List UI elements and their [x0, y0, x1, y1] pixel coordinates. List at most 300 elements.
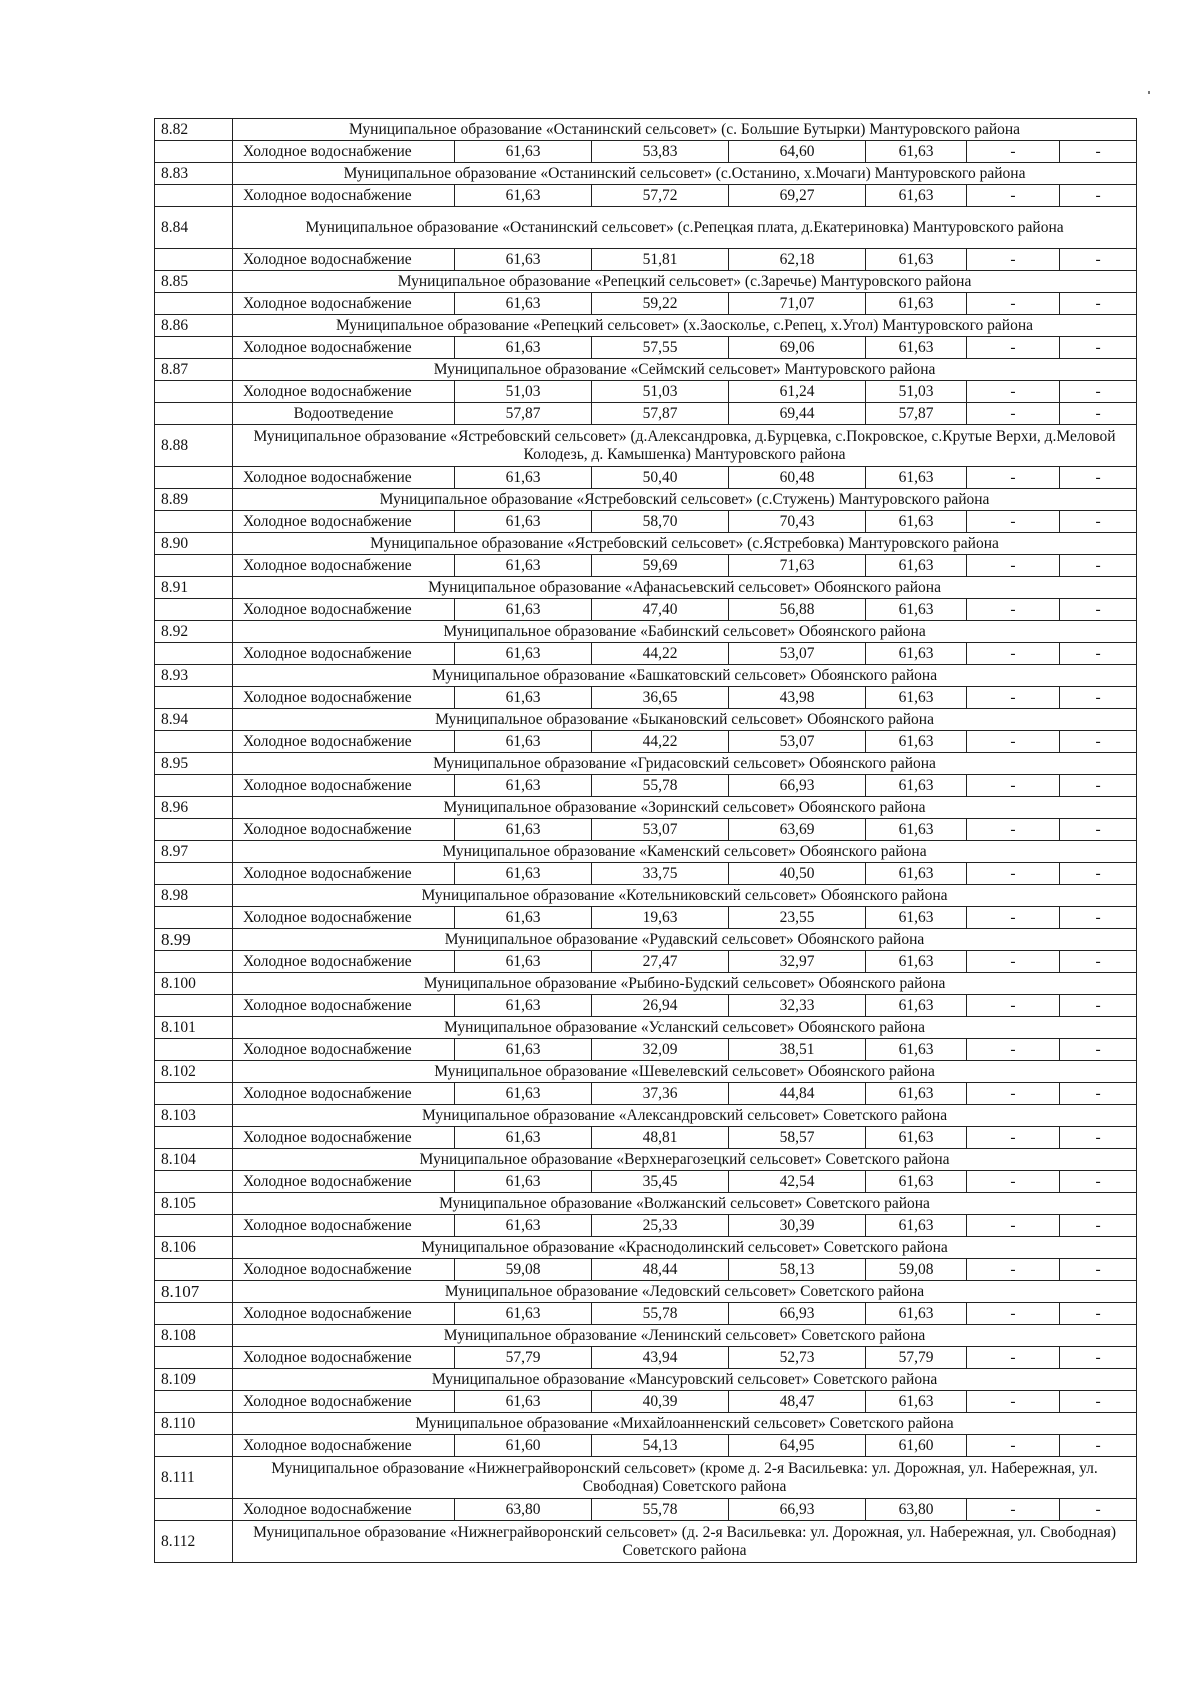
- tariff-value-v3: 69,44: [729, 403, 866, 425]
- empty-value-v6: -: [1060, 775, 1137, 797]
- tariff-value-v2: 27,47: [592, 951, 729, 973]
- tariff-value-v4: 61,60: [866, 1435, 967, 1457]
- tariff-value-v2: 33,75: [592, 863, 729, 885]
- empty-value-v5: -: [967, 1171, 1060, 1193]
- empty-value-v6: -: [1060, 467, 1137, 489]
- tariff-value-v2: 50,40: [592, 467, 729, 489]
- tariff-value-v2: 40,39: [592, 1391, 729, 1413]
- item-number: 8.105: [155, 1193, 233, 1215]
- tariff-value-v3: 58,57: [729, 1127, 866, 1149]
- item-number: 8.93: [155, 665, 233, 687]
- item-number: 8.106: [155, 1237, 233, 1259]
- tariff-value-v1: 61,63: [455, 1303, 592, 1325]
- tariff-value-v4: 61,63: [866, 1215, 967, 1237]
- tariff-value-v2: 26,94: [592, 995, 729, 1017]
- tariff-value-v1: 61,63: [455, 249, 592, 271]
- empty-number-cell: [155, 381, 233, 403]
- item-number: 8.96: [155, 797, 233, 819]
- empty-number-cell: [155, 1083, 233, 1105]
- empty-value-v6: -: [1060, 599, 1137, 621]
- tariff-value-v2: 55,78: [592, 775, 729, 797]
- tariff-value-v1: 61,63: [455, 1215, 592, 1237]
- tariff-value-v2: 32,09: [592, 1039, 729, 1061]
- service-name: Холодное водоснабжение: [233, 951, 455, 973]
- tariff-value-v2: 55,78: [592, 1303, 729, 1325]
- service-name: Холодное водоснабжение: [233, 1347, 455, 1369]
- tariff-table: [154, 118, 1137, 1563]
- tariff-value-v3: 38,51: [729, 1039, 866, 1061]
- tariff-value-v2: 57,55: [592, 337, 729, 359]
- tariff-value-v4: 63,80: [866, 1499, 967, 1521]
- item-number: 8.91: [155, 577, 233, 599]
- item-number: 8.85: [155, 271, 233, 293]
- service-name: Холодное водоснабжение: [233, 1215, 455, 1237]
- empty-number-cell: [155, 775, 233, 797]
- section-header-row: [155, 533, 1137, 555]
- service-name: Холодное водоснабжение: [233, 381, 455, 403]
- empty-value-v5: -: [967, 863, 1060, 885]
- tariff-value-v2: 35,45: [592, 1171, 729, 1193]
- tariff-value-v1: 51,03: [455, 381, 592, 403]
- service-name: Холодное водоснабжение: [233, 249, 455, 271]
- tariff-value-v3: 53,07: [729, 731, 866, 753]
- empty-value-v5: -: [967, 1259, 1060, 1281]
- municipality-title: Муниципальное образование «Останинский сельсовет» (с.Останино, х.Мочаги) Мантуровского района: [233, 163, 1137, 185]
- tariff-data-row: [155, 337, 1137, 359]
- tariff-value-v3: 69,27: [729, 185, 866, 207]
- empty-number-cell: [155, 863, 233, 885]
- tariff-value-v1: 61,63: [455, 599, 592, 621]
- tariff-data-row: [155, 249, 1137, 271]
- municipality-title: Муниципальное образование «Ястребовский сельсовет» (с.Ястребовка) Мантуровского района: [233, 533, 1137, 555]
- table-body: [155, 119, 1137, 1563]
- municipality-title: Муниципальное образование «Репецкий сельсовет» (с.Заречье) Мантуровского района: [233, 271, 1137, 293]
- tariff-value-v4: 61,63: [866, 775, 967, 797]
- tariff-data-row: [155, 863, 1137, 885]
- tariff-value-v4: 61,63: [866, 467, 967, 489]
- empty-value-v5: -: [967, 1435, 1060, 1457]
- tariff-data-row: [155, 1127, 1137, 1149]
- empty-number-cell: [155, 293, 233, 315]
- empty-value-v5: -: [967, 293, 1060, 315]
- section-header-row: [155, 425, 1137, 467]
- service-name: Холодное водоснабжение: [233, 185, 455, 207]
- tariff-data-row: [155, 1259, 1137, 1281]
- tariff-value-v1: 61,63: [455, 467, 592, 489]
- empty-value-v5: -: [967, 403, 1060, 425]
- tariff-value-v1: 61,63: [455, 1039, 592, 1061]
- tariff-value-v2: 59,22: [592, 293, 729, 315]
- empty-value-v6: -: [1060, 1215, 1137, 1237]
- item-number: 8.90: [155, 533, 233, 555]
- service-name: Холодное водоснабжение: [233, 775, 455, 797]
- service-name: Холодное водоснабжение: [233, 1499, 455, 1521]
- municipality-title: Муниципальное образование «Верхнерагозецкий сельсовет» Советского района: [233, 1149, 1137, 1171]
- municipality-title: Муниципальное образование «Останинский сельсовет» (с.Репецкая плата, д.Екатериновка) Мантуровского района: [233, 207, 1137, 249]
- service-name: Холодное водоснабжение: [233, 1303, 455, 1325]
- municipality-title: Муниципальное образование «Мансуровский сельсовет» Советского района: [233, 1369, 1137, 1391]
- empty-value-v6: -: [1060, 907, 1137, 929]
- section-header-row: [155, 489, 1137, 511]
- item-number: 8.92: [155, 621, 233, 643]
- service-name: Холодное водоснабжение: [233, 1127, 455, 1149]
- empty-value-v6: -: [1060, 687, 1137, 709]
- section-header-row: [155, 119, 1137, 141]
- empty-number-cell: [155, 599, 233, 621]
- item-number: 8.108: [155, 1325, 233, 1347]
- tariff-value-v4: 61,63: [866, 951, 967, 973]
- empty-number-cell: [155, 249, 233, 271]
- empty-value-v5: -: [967, 1347, 1060, 1369]
- municipality-title: Муниципальное образование «Гридасовский сельсовет» Обоянского района: [233, 753, 1137, 775]
- empty-number-cell: [155, 731, 233, 753]
- item-number: 8.83: [155, 163, 233, 185]
- tariff-value-v2: 48,44: [592, 1259, 729, 1281]
- tariff-value-v3: 40,50: [729, 863, 866, 885]
- item-number: 8.88: [155, 425, 233, 467]
- tariff-data-row: [155, 1347, 1137, 1369]
- empty-value-v5: -: [967, 141, 1060, 163]
- tariff-data-row: [155, 141, 1137, 163]
- empty-value-v5: -: [967, 511, 1060, 533]
- tariff-data-row: [155, 599, 1137, 621]
- tariff-value-v3: 32,97: [729, 951, 866, 973]
- item-number: 8.102: [155, 1061, 233, 1083]
- item-number: 8.107: [155, 1281, 233, 1303]
- tariff-value-v3: 23,55: [729, 907, 866, 929]
- item-number: 8.99: [155, 929, 233, 951]
- municipality-title: Муниципальное образование «Михайлоанненский сельсовет» Советского района: [233, 1413, 1137, 1435]
- empty-value-v6: -: [1060, 863, 1137, 885]
- item-number: 8.82: [155, 119, 233, 141]
- tariff-value-v3: 61,24: [729, 381, 866, 403]
- tariff-value-v1: 61,63: [455, 687, 592, 709]
- tariff-value-v1: 57,79: [455, 1347, 592, 1369]
- empty-number-cell: [155, 819, 233, 841]
- section-header-row: [155, 207, 1137, 249]
- tariff-value-v1: 61,63: [455, 995, 592, 1017]
- tariff-value-v1: 59,08: [455, 1259, 592, 1281]
- tariff-value-v4: 61,63: [866, 1039, 967, 1061]
- tariff-value-v2: 54,13: [592, 1435, 729, 1457]
- empty-value-v5: -: [967, 337, 1060, 359]
- section-header-row: [155, 1281, 1137, 1303]
- service-name: Холодное водоснабжение: [233, 907, 455, 929]
- tariff-value-v3: 71,63: [729, 555, 866, 577]
- tariff-value-v1: 61,63: [455, 141, 592, 163]
- empty-value-v5: -: [967, 381, 1060, 403]
- service-name: Холодное водоснабжение: [233, 863, 455, 885]
- empty-number-cell: [155, 337, 233, 359]
- tariff-value-v2: 43,94: [592, 1347, 729, 1369]
- municipality-title: Муниципальное образование «Каменский сельсовет» Обоянского района: [233, 841, 1137, 863]
- section-header-row: [155, 1325, 1137, 1347]
- municipality-title: Муниципальное образование «Ленинский сельсовет» Советского района: [233, 1325, 1137, 1347]
- tariff-data-row: [155, 293, 1137, 315]
- tariff-value-v3: 63,69: [729, 819, 866, 841]
- tariff-value-v1: 61,63: [455, 907, 592, 929]
- item-number: 8.101: [155, 1017, 233, 1039]
- municipality-title: Муниципальное образование «Краснодолинский сельсовет» Советского района: [233, 1237, 1137, 1259]
- empty-number-cell: [155, 1303, 233, 1325]
- item-number: 8.87: [155, 359, 233, 381]
- section-header-row: [155, 1061, 1137, 1083]
- municipality-title: Муниципальное образование «Быкановский сельсовет» Обоянского района: [233, 709, 1137, 731]
- tariff-data-row: [155, 1303, 1137, 1325]
- tariff-value-v4: 59,08: [866, 1259, 967, 1281]
- municipality-title: Муниципальное образование «Останинский сельсовет» (с. Большие Бутырки) Мантуровского района: [233, 119, 1137, 141]
- empty-value-v6: -: [1060, 511, 1137, 533]
- empty-value-v5: -: [967, 599, 1060, 621]
- empty-value-v6: -: [1060, 185, 1137, 207]
- empty-value-v6: -: [1060, 1435, 1137, 1457]
- tariff-data-row: [155, 951, 1137, 973]
- tariff-value-v4: 61,63: [866, 599, 967, 621]
- service-name: Холодное водоснабжение: [233, 819, 455, 841]
- item-number: 8.86: [155, 315, 233, 337]
- empty-number-cell: [155, 555, 233, 577]
- service-name: Холодное водоснабжение: [233, 1039, 455, 1061]
- tariff-value-v1: 61,63: [455, 863, 592, 885]
- tariff-value-v3: 43,98: [729, 687, 866, 709]
- service-name: Холодное водоснабжение: [233, 337, 455, 359]
- scan-speck: [1148, 91, 1150, 94]
- section-header-row: [155, 1369, 1137, 1391]
- tariff-value-v4: 61,63: [866, 337, 967, 359]
- tariff-value-v4: 61,63: [866, 555, 967, 577]
- service-name: Холодное водоснабжение: [233, 687, 455, 709]
- tariff-value-v1: 61,63: [455, 1391, 592, 1413]
- empty-value-v6: -: [1060, 995, 1137, 1017]
- tariff-value-v2: 57,87: [592, 403, 729, 425]
- section-header-row: [155, 271, 1137, 293]
- municipality-title: Муниципальное образование «Шевелевский сельсовет» Обоянского района: [233, 1061, 1137, 1083]
- service-name: Холодное водоснабжение: [233, 1171, 455, 1193]
- service-name: Холодное водоснабжение: [233, 555, 455, 577]
- tariff-value-v3: 52,73: [729, 1347, 866, 1369]
- tariff-data-row: [155, 731, 1137, 753]
- municipality-title: Муниципальное образование «Александровский сельсовет» Советского района: [233, 1105, 1137, 1127]
- empty-number-cell: [155, 1391, 233, 1413]
- empty-value-v5: -: [967, 185, 1060, 207]
- tariff-value-v2: 19,63: [592, 907, 729, 929]
- empty-value-v6: -: [1060, 555, 1137, 577]
- tariff-value-v1: 61,63: [455, 555, 592, 577]
- tariff-value-v1: 61,63: [455, 1127, 592, 1149]
- municipality-title: Муниципальное образование «Нижнеграйворонский сельсовет» (д. 2-я Васильевка: ул. Дорожная, ул. Набережная, ул. Свободная) Советского района: [233, 1521, 1137, 1563]
- tariff-value-v1: 61,60: [455, 1435, 592, 1457]
- tariff-value-v3: 60,48: [729, 467, 866, 489]
- tariff-data-row: [155, 403, 1137, 425]
- service-name: Холодное водоснабжение: [233, 1083, 455, 1105]
- section-header-row: [155, 1521, 1137, 1563]
- municipality-title: Муниципальное образование «Башкатовский сельсовет» Обоянского района: [233, 665, 1137, 687]
- service-name: Холодное водоснабжение: [233, 293, 455, 315]
- empty-number-cell: [155, 1215, 233, 1237]
- item-number: 8.111: [155, 1457, 233, 1499]
- service-name: Холодное водоснабжение: [233, 467, 455, 489]
- tariff-value-v3: 53,07: [729, 643, 866, 665]
- item-number: 8.109: [155, 1369, 233, 1391]
- empty-number-cell: [155, 1499, 233, 1521]
- empty-value-v6: -: [1060, 1347, 1137, 1369]
- tariff-value-v2: 25,33: [592, 1215, 729, 1237]
- tariff-value-v2: 58,70: [592, 511, 729, 533]
- service-name: Холодное водоснабжение: [233, 599, 455, 621]
- section-header-row: [155, 1105, 1137, 1127]
- tariff-value-v3: 64,60: [729, 141, 866, 163]
- section-header-row: [155, 1237, 1137, 1259]
- item-number: 8.95: [155, 753, 233, 775]
- tariff-value-v2: 55,78: [592, 1499, 729, 1521]
- empty-value-v5: -: [967, 687, 1060, 709]
- tariff-value-v4: 61,63: [866, 293, 967, 315]
- tariff-value-v1: 61,63: [455, 185, 592, 207]
- tariff-value-v1: 61,63: [455, 293, 592, 315]
- empty-number-cell: [155, 185, 233, 207]
- tariff-data-row: [155, 775, 1137, 797]
- tariff-data-row: [155, 1391, 1137, 1413]
- service-name: Холодное водоснабжение: [233, 731, 455, 753]
- tariff-value-v4: 61,63: [866, 511, 967, 533]
- item-number: 8.84: [155, 207, 233, 249]
- tariff-value-v3: 66,93: [729, 775, 866, 797]
- municipality-title: Муниципальное образование «Рудавский сельсовет» Обоянского района: [233, 929, 1137, 951]
- empty-value-v6: -: [1060, 337, 1137, 359]
- empty-value-v5: -: [967, 555, 1060, 577]
- tariff-value-v3: 70,43: [729, 511, 866, 533]
- empty-value-v5: -: [967, 1303, 1060, 1325]
- empty-number-cell: [155, 1171, 233, 1193]
- empty-value-v6: -: [1060, 1171, 1137, 1193]
- tariff-value-v3: 48,47: [729, 1391, 866, 1413]
- municipality-title: Муниципальное образование «Нижнеграйворонский сельсовет» (кроме д. 2-я Васильевка: ул. Дорожная, ул. Набережная, ул. Свободная) Советского района: [233, 1457, 1137, 1499]
- tariff-value-v2: 37,36: [592, 1083, 729, 1105]
- section-header-row: [155, 359, 1137, 381]
- tariff-data-row: [155, 819, 1137, 841]
- section-header-row: [155, 885, 1137, 907]
- empty-value-v5: -: [967, 819, 1060, 841]
- empty-number-cell: [155, 403, 233, 425]
- item-number: 8.89: [155, 489, 233, 511]
- service-name: Холодное водоснабжение: [233, 995, 455, 1017]
- tariff-value-v2: 59,69: [592, 555, 729, 577]
- item-number: 8.103: [155, 1105, 233, 1127]
- empty-number-cell: [155, 467, 233, 489]
- tariff-data-row: [155, 1499, 1137, 1521]
- tariff-value-v2: 44,22: [592, 731, 729, 753]
- tariff-value-v1: 61,63: [455, 643, 592, 665]
- tariff-value-v3: 69,06: [729, 337, 866, 359]
- empty-value-v5: -: [967, 467, 1060, 489]
- empty-value-v5: -: [967, 1215, 1060, 1237]
- municipality-title: Муниципальное образование «Ястребовский сельсовет» (д.Александровка, д.Бурцевка, с.Покровское, с.Крутые Верхи, д.Меловой Колодезь, д. Камышенка) Мантуровского района: [233, 425, 1137, 467]
- tariff-value-v4: 61,63: [866, 687, 967, 709]
- section-header-row: [155, 577, 1137, 599]
- section-header-row: [155, 665, 1137, 687]
- municipality-title: Муниципальное образование «Усланский сельсовет» Обоянского района: [233, 1017, 1137, 1039]
- empty-value-v5: -: [967, 951, 1060, 973]
- tariff-data-row: [155, 467, 1137, 489]
- tariff-value-v3: 42,54: [729, 1171, 866, 1193]
- tariff-value-v4: 61,63: [866, 1083, 967, 1105]
- tariff-data-row: [155, 1171, 1137, 1193]
- tariff-value-v1: 61,63: [455, 1171, 592, 1193]
- tariff-value-v2: 57,72: [592, 185, 729, 207]
- tariff-value-v3: 66,93: [729, 1499, 866, 1521]
- empty-value-v6: -: [1060, 1499, 1137, 1521]
- tariff-value-v3: 32,33: [729, 995, 866, 1017]
- item-number: 8.98: [155, 885, 233, 907]
- tariff-value-v3: 58,13: [729, 1259, 866, 1281]
- service-name: Водоотведение: [233, 403, 455, 425]
- empty-value-v6: -: [1060, 293, 1137, 315]
- empty-number-cell: [155, 995, 233, 1017]
- tariff-value-v1: 61,63: [455, 1083, 592, 1105]
- service-name: Холодное водоснабжение: [233, 1435, 455, 1457]
- municipality-title: Муниципальное образование «Ястребовский сельсовет» (с.Стужень) Мантуровского района: [233, 489, 1137, 511]
- tariff-data-row: [155, 555, 1137, 577]
- section-header-row: [155, 709, 1137, 731]
- empty-value-v5: -: [967, 1391, 1060, 1413]
- empty-number-cell: [155, 1347, 233, 1369]
- empty-value-v6: -: [1060, 1391, 1137, 1413]
- empty-value-v5: -: [967, 995, 1060, 1017]
- empty-number-cell: [155, 1039, 233, 1061]
- tariff-data-row: [155, 185, 1137, 207]
- empty-value-v6: -: [1060, 381, 1137, 403]
- empty-value-v5: -: [967, 1039, 1060, 1061]
- empty-number-cell: [155, 511, 233, 533]
- tariff-data-row: [155, 1083, 1137, 1105]
- municipality-title: Муниципальное образование «Репецкий сельсовет» (х.Заосколье, с.Репец, х.Угол) Мантуровского района: [233, 315, 1137, 337]
- tariff-value-v4: 61,63: [866, 141, 967, 163]
- empty-value-v6: -: [1060, 1039, 1137, 1061]
- section-header-row: [155, 929, 1137, 951]
- tariff-value-v4: 57,87: [866, 403, 967, 425]
- tariff-data-row: [155, 687, 1137, 709]
- tariff-value-v4: 57,79: [866, 1347, 967, 1369]
- tariff-value-v4: 61,63: [866, 1127, 967, 1149]
- tariff-value-v2: 36,65: [592, 687, 729, 709]
- empty-value-v5: -: [967, 1083, 1060, 1105]
- tariff-value-v1: 57,87: [455, 403, 592, 425]
- empty-value-v6: -: [1060, 403, 1137, 425]
- empty-value-v5: -: [967, 775, 1060, 797]
- empty-value-v6: -: [1060, 141, 1137, 163]
- tariff-value-v3: 44,84: [729, 1083, 866, 1105]
- tariff-value-v2: 51,03: [592, 381, 729, 403]
- municipality-title: Муниципальное образование «Котельниковский сельсовет» Обоянского района: [233, 885, 1137, 907]
- section-header-row: [155, 1193, 1137, 1215]
- section-header-row: [155, 1457, 1137, 1499]
- tariff-value-v4: 61,63: [866, 995, 967, 1017]
- tariff-value-v2: 48,81: [592, 1127, 729, 1149]
- empty-value-v5: -: [967, 731, 1060, 753]
- tariff-value-v4: 61,63: [866, 249, 967, 271]
- tariff-value-v4: 61,63: [866, 863, 967, 885]
- tariff-value-v4: 61,63: [866, 819, 967, 841]
- tariff-value-v1: 61,63: [455, 731, 592, 753]
- empty-value-v6: -: [1060, 249, 1137, 271]
- tariff-value-v2: 53,07: [592, 819, 729, 841]
- empty-value-v5: -: [967, 1127, 1060, 1149]
- tariff-value-v4: 61,63: [866, 185, 967, 207]
- service-name: Холодное водоснабжение: [233, 511, 455, 533]
- tariff-value-v3: 66,93: [729, 1303, 866, 1325]
- tariff-data-row: [155, 1215, 1137, 1237]
- tariff-data-row: [155, 995, 1137, 1017]
